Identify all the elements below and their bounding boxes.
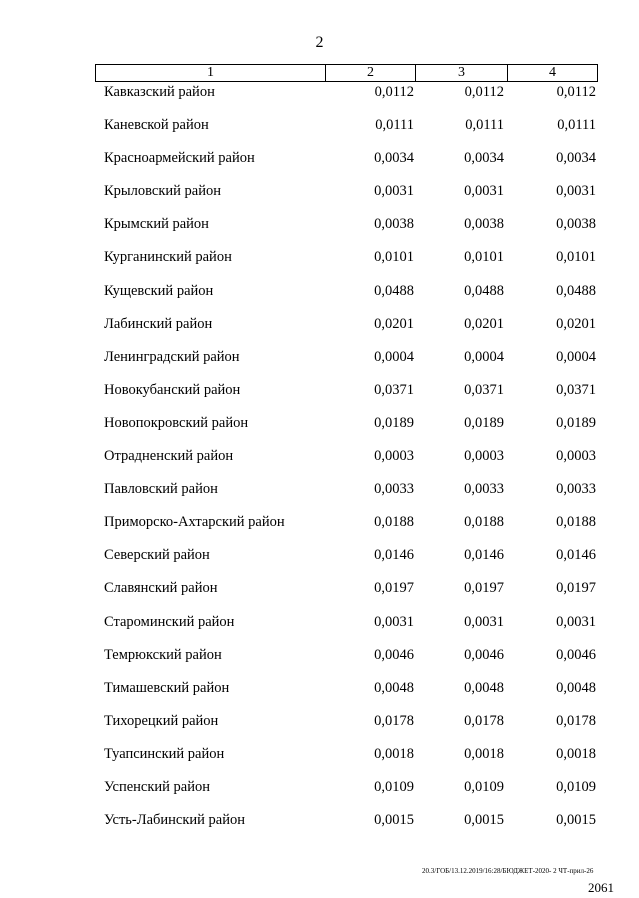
value-col-3: 0,0178 — [464, 712, 504, 729]
value-col-2: 0,0178 — [374, 712, 414, 729]
table-row — [0, 744, 639, 777]
district-name: Отрадненский район — [104, 448, 234, 465]
table-row — [0, 281, 639, 314]
table-row — [0, 545, 639, 578]
district-name: Каневской район — [104, 117, 209, 134]
district-name: Крыловский район — [104, 183, 221, 200]
district-name: Усть-Лабинский район — [104, 812, 245, 829]
table-row — [0, 413, 639, 446]
table-row — [0, 214, 639, 247]
page-number: 2 — [315, 34, 324, 51]
value-col-4: 0,0031 — [556, 183, 596, 200]
table-row — [0, 810, 639, 843]
value-col-4: 0,0046 — [556, 646, 596, 663]
value-col-3: 0,0188 — [464, 514, 504, 531]
value-col-2: 0,0004 — [374, 348, 414, 365]
value-col-2: 0,0189 — [374, 414, 414, 431]
table-row — [0, 347, 639, 380]
table-header — [95, 64, 598, 82]
value-col-2: 0,0101 — [374, 249, 414, 266]
district-name: Приморско-Ахтарский район — [104, 514, 285, 531]
value-col-2: 0,0188 — [374, 514, 414, 531]
value-col-3: 0,0018 — [464, 745, 504, 762]
table-row — [0, 380, 639, 413]
value-col-3: 0,0031 — [464, 613, 504, 630]
value-col-2: 0,0109 — [374, 778, 414, 795]
district-name: Славянский район — [104, 580, 218, 597]
table-row — [0, 645, 639, 678]
value-col-3: 0,0109 — [464, 778, 504, 795]
value-col-4: 0,0197 — [556, 580, 596, 597]
value-col-2: 0,0003 — [374, 448, 414, 465]
district-name: Курганинский район — [104, 249, 232, 266]
value-col-4: 0,0111 — [557, 117, 596, 134]
district-name: Павловский район — [104, 481, 218, 498]
value-col-2: 0,0018 — [374, 745, 414, 762]
district-name: Северский район — [104, 547, 210, 564]
value-col-4: 0,0004 — [556, 348, 596, 365]
value-col-3: 0,0111 — [465, 117, 504, 134]
value-col-4: 0,0034 — [556, 150, 596, 167]
district-name: Красноармейский район — [104, 150, 255, 167]
table-row — [0, 612, 639, 645]
value-col-3: 0,0048 — [464, 679, 504, 696]
value-col-3: 0,0038 — [464, 216, 504, 233]
header-cell-1: 1 — [96, 65, 326, 81]
header-cell-4: 4 — [549, 65, 556, 80]
value-col-3: 0,0197 — [464, 580, 504, 597]
value-col-2: 0,0146 — [374, 547, 414, 564]
table-body — [0, 82, 639, 843]
value-col-4: 0,0188 — [556, 514, 596, 531]
value-col-4: 0,0371 — [556, 381, 596, 398]
value-col-3: 0,0201 — [464, 315, 504, 332]
value-col-3: 0,0046 — [464, 646, 504, 663]
value-col-3: 0,0004 — [464, 348, 504, 365]
value-col-4: 0,0112 — [556, 84, 596, 100]
value-col-4: 0,0033 — [556, 481, 596, 498]
district-name: Староминский район — [104, 613, 235, 630]
district-name: Новокубанский район — [104, 381, 241, 398]
footer-code: 20.3/ГОБ/13.12.2019/16:28/БЮДЖЕТ-2020- 2 ЧТ-прил-26 — [422, 867, 594, 875]
value-col-4: 0,0018 — [556, 745, 596, 762]
value-col-4: 0,0003 — [556, 448, 596, 465]
table-row — [0, 678, 639, 711]
value-col-2: 0,0112 — [374, 84, 414, 100]
value-col-4: 0,0031 — [556, 613, 596, 630]
table-row — [0, 479, 639, 512]
district-name: Успенский район — [104, 778, 210, 795]
value-col-4: 0,0178 — [556, 712, 596, 729]
value-col-3: 0,0101 — [464, 249, 504, 266]
value-col-3: 0,0146 — [464, 547, 504, 564]
value-col-2: 0,0488 — [374, 282, 414, 299]
value-col-2: 0,0201 — [374, 315, 414, 332]
district-name: Тихорецкий район — [104, 712, 219, 729]
value-col-2: 0,0015 — [374, 812, 414, 829]
value-col-4: 0,0189 — [556, 414, 596, 431]
value-col-3: 0,0033 — [464, 481, 504, 498]
value-col-4: 0,0048 — [556, 679, 596, 696]
value-col-4: 0,0015 — [556, 812, 596, 829]
value-col-4: 0,0146 — [556, 547, 596, 564]
header-cell-3: 3 — [416, 65, 508, 81]
district-name: Крымский район — [104, 216, 209, 233]
table-row — [0, 578, 639, 611]
district-name: Ленинградский район — [104, 348, 240, 365]
value-col-3: 0,0371 — [464, 381, 504, 398]
value-col-3: 0,0488 — [464, 282, 504, 299]
value-col-4: 0,0109 — [556, 778, 596, 795]
district-name: Туапсинский район — [104, 745, 225, 762]
value-col-2: 0,0031 — [374, 613, 414, 630]
table-row — [0, 82, 639, 115]
district-name: Кущевский район — [104, 282, 214, 299]
district-name: Лабинский район — [104, 315, 213, 332]
value-col-2: 0,0197 — [374, 580, 414, 597]
value-col-3: 0,0189 — [464, 414, 504, 431]
district-name: Новопокровский район — [104, 414, 249, 431]
value-col-3: 0,0031 — [464, 183, 504, 200]
table-row — [0, 181, 639, 214]
value-col-2: 0,0033 — [374, 481, 414, 498]
header-cell-2: 2 — [326, 65, 416, 81]
value-col-2: 0,0048 — [374, 679, 414, 696]
value-col-2: 0,0111 — [375, 117, 414, 134]
value-col-2: 0,0371 — [374, 381, 414, 398]
table-row — [0, 512, 639, 545]
district-name: Кавказский район — [104, 84, 215, 100]
district-name: Темрюкский район — [104, 646, 222, 663]
value-col-3: 0,0112 — [464, 84, 504, 100]
value-col-2: 0,0034 — [374, 150, 414, 167]
value-col-4: 0,0488 — [556, 282, 596, 299]
value-col-4: 0,0101 — [556, 249, 596, 266]
table-row — [0, 247, 639, 280]
footer-page-number: 2061 — [588, 880, 614, 895]
table-row — [0, 314, 639, 347]
table-row — [0, 115, 639, 148]
table-row — [0, 777, 639, 810]
table-row — [0, 711, 639, 744]
value-col-4: 0,0038 — [556, 216, 596, 233]
district-name: Тимашевский район — [104, 679, 230, 696]
value-col-3: 0,0034 — [464, 150, 504, 167]
value-col-2: 0,0031 — [374, 183, 414, 200]
value-col-4: 0,0201 — [556, 315, 596, 332]
value-col-3: 0,0003 — [464, 448, 504, 465]
table-row — [0, 148, 639, 181]
value-col-2: 0,0046 — [374, 646, 414, 663]
value-col-3: 0,0015 — [464, 812, 504, 829]
table-row — [0, 446, 639, 479]
value-col-2: 0,0038 — [374, 216, 414, 233]
